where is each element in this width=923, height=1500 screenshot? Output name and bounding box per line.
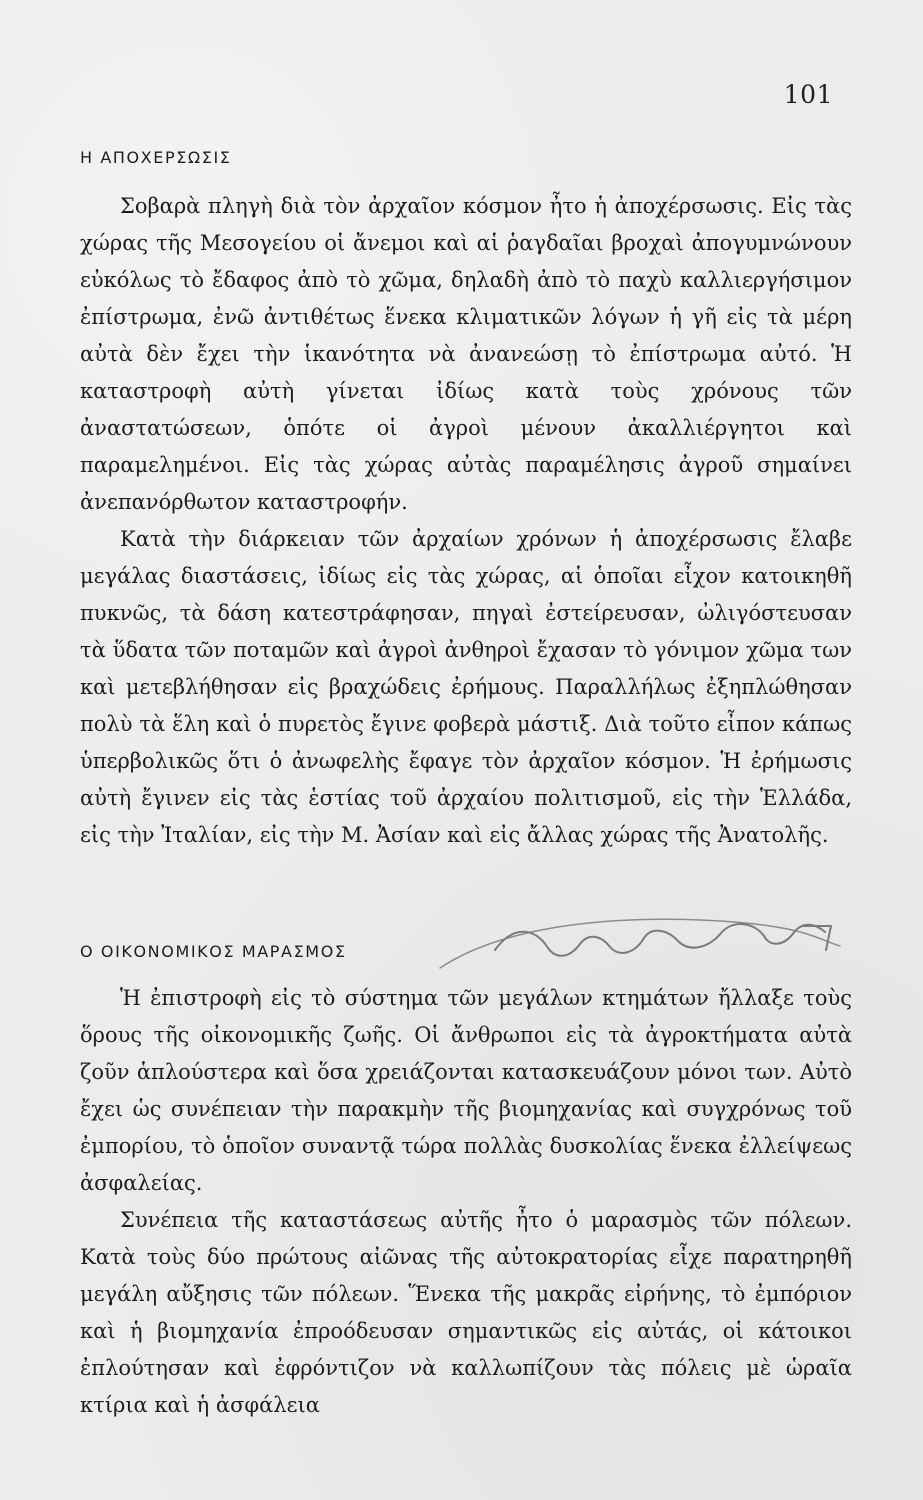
- paragraph: Σοβαρὰ πληγὴ διὰ τὸν ἀρχαῖον κόσμον ἦτο ἡ ἀποχέρσωσις. Εἰς τὰς χώρας τῆς Μεσογείου οἱ ἄνεμοι καὶ αἱ ῥαγδαῖαι βροχαὶ ἀπογυμνώνουν εὐκόλως τὸ ἔδαφος ἀπὸ τὸ χῶμα, δηλαδὴ ἀπὸ τὸ παχὺ καλλιεργήσιμον ἐπίστρωμα, ἐνῶ ἀντιθέτως ἕνεκα κλιματικῶν λόγων ἡ γῆ εἰς τὰ μέρη αὐτὰ δὲν ἔχει τὴν ἱκανότητα νὰ ἀνανεώσῃ τὸ ἐπίστρωμα αὐτό. Ἡ καταστροφὴ αὐτὴ γίνεται ἰδίως κατὰ τοὺς χρόνους τῶν ἀναστατώσεων, ὁπότε οἱ ἀγροὶ μένουν ἀκαλλιέργητοι καὶ παραμελημένοι. Εἰς τὰς χώρας αὐτὰς παραμέλησις ἀγροῦ σημαίνει ἀνεπανόρθωτον καταστροφήν.: [80, 194, 852, 514]
- section-apocherosis-body: [80, 188, 852, 854]
- section-heading-apocherosis: Η ΑΠΟΧΕΡΣΩΣΙΣ: [80, 148, 232, 167]
- paragraph: Ἡ ἐπιστροφὴ εἰς τὸ σύστημα τῶν μεγάλων κτημάτων ἤλλαξε τοὺς ὅρους τῆς οἰκονομικῆς ζωῆς. Οἱ ἄνθρωποι εἰς τὰ ἀγροκτήματα αὐτὰ ζοῦν ἁπλούστερα καὶ ὅσα χρειάζονται κατασκευάζουν μόνοι των. Αὐτὸ ἔχει ὡς συνέπειαν τὴν παρακμὴν τῆς βιομηχανίας καὶ συγχρόνως τοῦ ἐμπορίου, τὸ ὁποῖον συναντᾷ τώρα πολλὰς δυσκολίας ἕνεκα ἐλλείψεως ἀσφαλείας.: [80, 986, 852, 1195]
- page-number: 101: [783, 80, 833, 109]
- section-economic-decline-body: [80, 980, 852, 1424]
- paragraph: Συνέπεια τῆς καταστάσεως αὐτῆς ἦτο ὁ μαρασμὸς τῶν πόλεων. Κατὰ τοὺς δύο πρώτους αἰῶνας τῆς αὐτοκρατορίας εἶχε παρατηρηθῆ μεγάλη αὔξησις τῶν πόλεων. Ἕνεκα τῆς μακρᾶς εἰρήνης, τὸ ἐμπόριον καὶ ἡ βιομηχανία ἐπροόδευσαν σημαντικῶς εἰς αὐτάς, οἱ κάτοικοι ἐπλούτησαν καὶ ἐφρόντιζον νὰ καλλωπίζουν τὰς πόλεις μὲ ὡραῖα κτίρια καὶ ἡ ἀσφάλεια: [80, 1208, 852, 1417]
- paragraph: Κατὰ τὴν διάρκειαν τῶν ἀρχαίων χρόνων ἡ ἀποχέρσωσις ἔλαβε μεγάλας διαστάσεις, ἰδίως εἰς τὰς χώρας, αἱ ὁποῖαι εἶχον κατοικηθῆ πυκνῶς, τὰ δάση κατεστράφησαν, πηγαὶ ἐστείρευσαν, ὠλιγόστευσαν τὰ ὕδατα τῶν ποταμῶν καὶ ἀγροὶ ἀνθηροὶ ἔχασαν τὸ γόνιμον χῶμα των καὶ μετεβλήθησαν εἰς βραχώδεις ἐρήμους. Παραλλήλως ἐξηπλώθησαν πολὺ τὰ ἕλη καὶ ὁ πυρετὸς ἔγινε φοβερὰ μάστιξ. Διὰ τοῦτο εἶπον κάπως ὑπερβολικῶς ὅτι ὁ ἀνωφελὴς ἔφαγε τὸν ἀρχαῖον κόσμον. Ἡ ἐρήμωσις αὐτὴ ἔγινεν εἰς τὰς ἑστίας τοῦ ἀρχαίου πολιτισμοῦ, εἰς τὴν Ἑλλάδα, εἰς τὴν Ἰταλίαν, εἰς τὴν Μ. Ἀσίαν καὶ εἰς ἄλλας χώρας τῆς Ἀνατολῆς.: [80, 527, 852, 847]
- section-heading-economic-decline: Ο ΟΙΚΟΝΟΜΙΚΟΣ ΜΑΡΑΣΜΟΣ: [80, 942, 347, 961]
- handwritten-annotation: [430, 908, 850, 998]
